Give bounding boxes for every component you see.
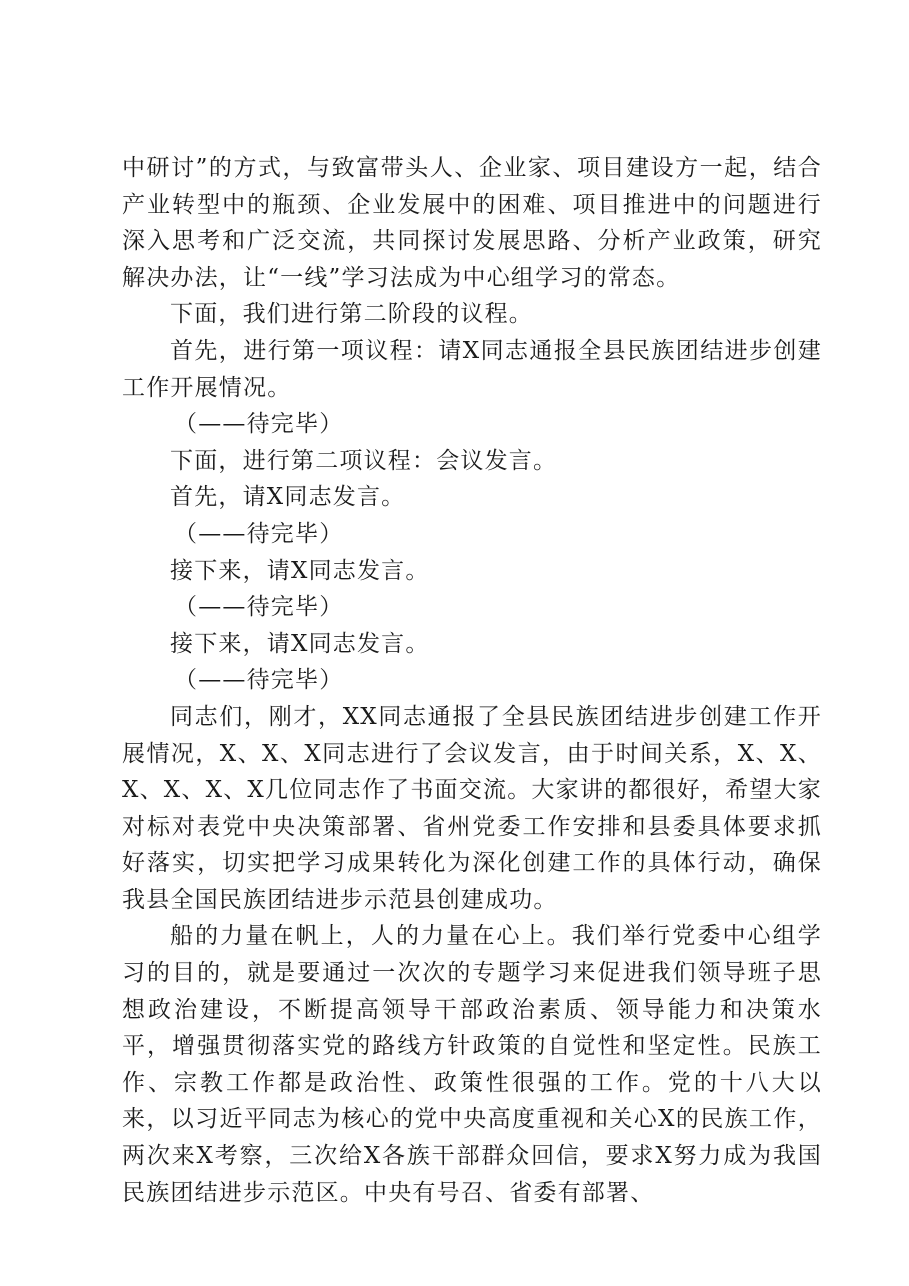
paragraph-continuation: 中研讨”的方式，与致富带头人、企业家、项目建设方一起，结合产业转型中的瓶颈、企业发展中的困难、项目推进中的问题进行深入思考和广泛交流，共同探讨发展思路、分析产业政策，研究解决办法，让“一线”学习法成为中心组学习的常态。 — [122, 155, 822, 291]
paragraph-speaker-next: 接下来，请X同志发言。 — [170, 557, 430, 584]
paragraph-agenda-item-two: 下面，进行第二项议程：会议发言。 — [170, 447, 558, 474]
paragraph-closing-remarks: 船的力量在帆上，人的力量在心上。我们举行党委中心组学习的目的，就是要通过一次次的专题学习来促进我们领导班子思想政治建设，不断提高领导干部政治素质、领导能力和决策水平，增强贯彻落实党的路线方针政策的自觉性和坚定性。民族工作、宗教工作都是政治性、政策性很强的工作。党的十八大以来，以习近平同志为核心的党中央高度重视和关心X的民族工作，两次来X考察，三次给X各族干部群众回信，要求X努力成为我国民族团结进步示范区。中央有号召、省委有部署、 — [122, 923, 822, 1206]
paragraph-wait: （——待完毕） — [174, 594, 344, 621]
paragraph-summary: 同志们，刚才，XX同志通报了全县民族团结进步创建工作开展情况，X、X、X同志进行了会议发言，由于时间关系，X、X、X、X、X、X几位同志作了书面交流。大家讲的都很好，希望大家对标对表党中央决策部署、省州党委工作安排和县委具体要求抓好落实，切实把学习成果转化为深化创建工作的具体行动，确保我县全国民族团结进步示范县创建成功。 — [122, 703, 822, 913]
paragraph-agenda-item-one: 首先，进行第一项议程：请X同志通报全县民族团结进步创建工作开展情况。 — [122, 337, 822, 401]
document-body — [122, 150, 822, 1211]
paragraph-speaker-first: 首先，请X同志发言。 — [170, 484, 406, 511]
paragraph-wait: （——待完毕） — [174, 667, 344, 694]
paragraph-speaker-next: 接下来，请X同志发言。 — [170, 630, 430, 657]
paragraph-wait: （——待完毕） — [174, 520, 344, 547]
paragraph-second-stage: 下面，我们进行第二阶段的议程。 — [170, 301, 533, 328]
paragraph-wait: （——待完毕） — [174, 411, 344, 438]
